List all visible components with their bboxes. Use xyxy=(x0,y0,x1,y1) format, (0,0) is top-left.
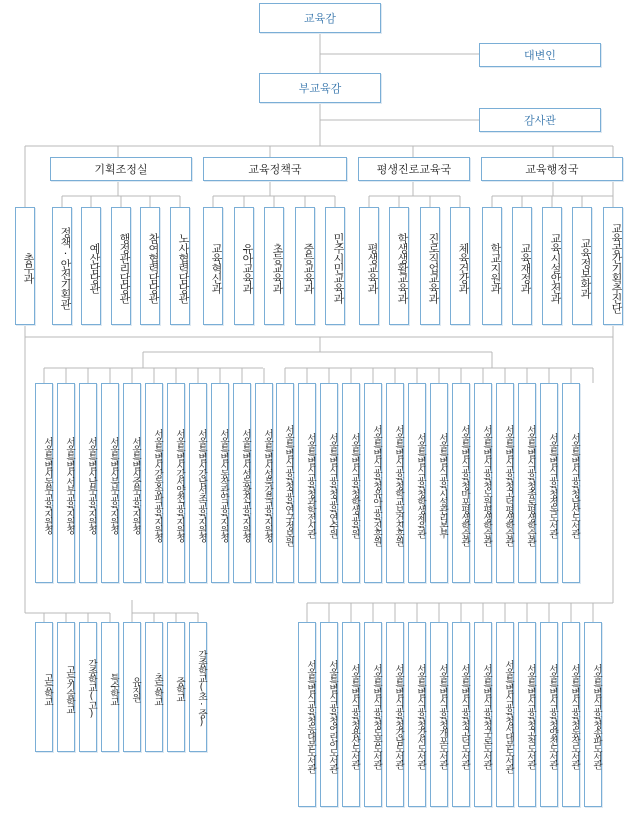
library-seodaemun: 서울특별시교육청서대문도서관 xyxy=(496,622,514,807)
dept-education-innovation: 교육혁신과 xyxy=(203,207,223,325)
dept-student-life: 학생생활교육과 xyxy=(389,207,409,325)
institution-student-education: 서울특별시교육청학생교육원 xyxy=(342,383,360,583)
dept-elementary: 초등교육과 xyxy=(264,207,284,325)
dept-career-vocational: 진로직업교육과 xyxy=(420,207,440,325)
library-gangnam: 서울특별시교육청강남도서관 xyxy=(386,622,404,807)
dept-secondary: 중등교육과 xyxy=(295,207,315,325)
institution-nowon-lifelong: 서울특별시교육청노원평생학습관 xyxy=(474,383,492,583)
district-office-gangnam-seocho: 서울특별시강남서초교육지원청 xyxy=(189,383,207,583)
institution-science-exhibition: 서울특별시교육청과학전시관 xyxy=(298,383,316,583)
dept-space-planning-team: 교육공간기획추진단 xyxy=(603,207,623,325)
dept-lifelong-education: 평생교육과 xyxy=(359,207,379,325)
institution-mapo-lifelong: 서울특별시교육청마포평생학습관 xyxy=(452,383,470,583)
library-guro: 서울특별시교육청구로도서관 xyxy=(474,622,492,807)
institution-training: 서울특별시교육청교육연수원 xyxy=(320,383,338,583)
school-high: 고등학교 xyxy=(35,622,53,752)
superintendent-box: 교육감 xyxy=(259,3,381,33)
institution-facility-management: 서울특별시교육시설관리본부 xyxy=(430,383,448,583)
dept-education-informatization: 교육정보화과 xyxy=(572,207,592,325)
audit-officer-box: 감사관 xyxy=(479,108,601,132)
district-office-dongjak-gwanak: 서울특별시동작관악교육지원청 xyxy=(211,383,229,583)
library-godeok: 서울특별시교육청고덕도서관 xyxy=(452,622,470,807)
school-middle: 중학교 xyxy=(167,622,185,752)
institution-jeongdok-library: 서울특별시교육청정독도서관 xyxy=(540,383,558,583)
institution-student-gym: 서울특별시교육청학생체육관 xyxy=(408,383,426,583)
district-office-jungbu: 서울특별시중부교육지원청 xyxy=(123,383,141,583)
library-yongsan: 서울특별시교육청용산도서관 xyxy=(342,622,360,807)
district-office-seongdong-gwangjin: 서울특별시성동광진교육지원청 xyxy=(233,383,251,583)
institution-namsan-library: 서울특별시교육청남산도서관 xyxy=(562,383,580,583)
deputy-superintendent-box: 부교육감 xyxy=(259,73,381,103)
bureau-administration-box: 교육행정국 xyxy=(481,157,623,181)
dept-democratic-citizenship: 민주시민교육과 xyxy=(325,207,345,325)
dept-education-finance: 교육재정과 xyxy=(512,207,532,325)
dept-physical-health: 체육건강과 xyxy=(450,207,470,325)
district-office-seobu: 서울특별시서부교육지원청 xyxy=(57,383,75,583)
institution-jongno-lifelong: 서울특별시교육청종로평생학습관 xyxy=(518,383,536,583)
dept-general-affairs: 총무과 xyxy=(15,207,35,325)
dept-labor-relations: 노사협력담당관 xyxy=(170,207,190,325)
district-office-gangseo-yangcheon: 서울특별시강서양천교육지원청 xyxy=(167,383,185,583)
district-office-seongbuk-gangbuk: 서울특별시성북강북교육지원청 xyxy=(255,383,273,583)
bureau-lifelong-career-box: 평생진로교육국 xyxy=(358,157,470,181)
spokesperson-box: 대변인 xyxy=(479,43,601,67)
dept-facility-safety: 교육시설안전과 xyxy=(542,207,562,325)
library-songpa: 서울특별시교육청송파도서관 xyxy=(584,622,602,807)
institution-godeok-lifelong: 서울특별시교육청고덕평생학습관 xyxy=(496,383,514,583)
library-gocheok: 서울특별시교육청고척도서관 xyxy=(518,622,536,807)
dept-policy-safety-planning: 정책·안전기획관 xyxy=(52,207,72,325)
dept-admin-management-officer: 행정관리담당관 xyxy=(111,207,131,325)
library-dongjak: 서울특별시교육청동작도서관 xyxy=(562,622,580,807)
district-office-nambu: 서울특별시남부교육지원청 xyxy=(79,383,97,583)
school-kindergarten: 유치원 xyxy=(123,622,141,752)
library-dongdaemun: 서울특별시교육청동대문도서관 xyxy=(298,622,316,807)
school-special: 특수학교 xyxy=(101,622,119,752)
library-dobong: 서울특별시교육청도봉도서관 xyxy=(364,622,382,807)
library-yangcheon: 서울특별시교육청양천도서관 xyxy=(540,622,558,807)
dept-participation-cooperation: 참여협력담당관 xyxy=(140,207,160,325)
district-office-dongbu: 서울특별시동부교육지원청 xyxy=(35,383,53,583)
dept-school-support: 학교지원과 xyxy=(482,207,502,325)
dept-budget-officer: 예산담당관 xyxy=(81,207,101,325)
dept-early-childhood: 유아교육과 xyxy=(234,207,254,325)
school-high-technical: 고등기술학교 xyxy=(57,622,75,752)
district-office-bukbu: 서울특별시북부교육지원청 xyxy=(101,383,119,583)
institution-school-health: 서울특별시교육청학교보건진흥원 xyxy=(386,383,404,583)
district-office-gangdong-songpa: 서울특별시강동송파교육지원청 xyxy=(145,383,163,583)
school-misc-elem-middle: 각종학교(초·중) xyxy=(189,622,207,752)
library-gangseo: 서울특별시교육청강서도서관 xyxy=(408,622,426,807)
library-children: 서울특별시교육청어린이도서관 xyxy=(320,622,338,807)
bureau-planning-box: 기획조정실 xyxy=(50,157,192,181)
bureau-education-policy-box: 교육정책국 xyxy=(203,157,347,181)
library-gaepo: 서울특별시교육청개포도서관 xyxy=(430,622,448,807)
institution-research-info: 서울특별시교육청교육연구정보원 xyxy=(276,383,294,583)
school-elementary: 초등학교 xyxy=(145,622,163,752)
institution-early-childhood-promotion: 서울특별시교육청유아교육진흥원 xyxy=(364,383,382,583)
school-misc-high: 각종학교(고) xyxy=(79,622,97,752)
